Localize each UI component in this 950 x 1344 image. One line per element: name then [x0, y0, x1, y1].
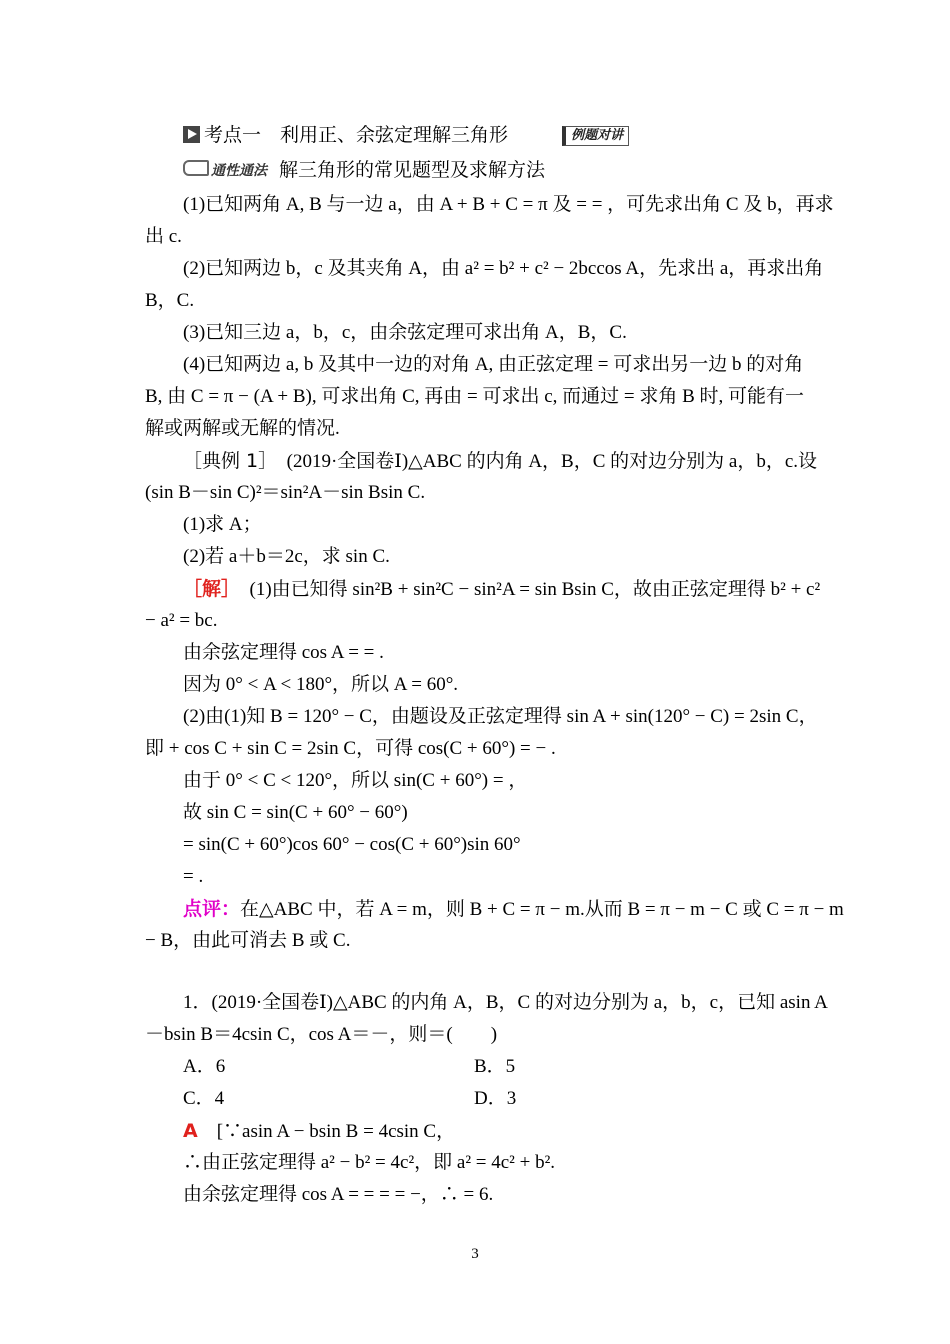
example-tag: 例题对讲 [562, 126, 629, 146]
method-line: 解或两解或无解的情况. [145, 418, 340, 439]
method-line: B, 由 C = π − (A + B), 可求出角 C, 再由 = 可求出 c, 而通过 = 求角 B 时, 可能有一 [145, 386, 805, 407]
method-title: 解三角形的常见题型及求解方法 [279, 159, 546, 181]
answer-line: 由余弦定理得 cos A = = = = −，∴ = 6. [183, 1184, 494, 1205]
solution-text: (1)由已知得 sin²B + sin²C − sin²A = sin Bsin C，故由正弦定理得 b² + c² [249, 579, 821, 600]
comment-line [183, 896, 844, 923]
play-triangle-icon [183, 126, 200, 143]
solution-line: 因为 0° < A < 180°，所以 A = 60°. [183, 674, 459, 695]
method-line: (3)已知三边 a，b，c，由余弦定理可求出角 A，B，C. [183, 322, 627, 343]
solution-line: (2)由(1)知 B = 120° − C，由题设及正弦定理得 sin A + sin(120° − C) = 2sin C， [183, 706, 818, 727]
method-line: 出 c. [145, 226, 182, 247]
pointing-hand-icon [183, 160, 209, 176]
example-text: (2019·全国卷Ⅰ)△ABC 的内角 A，B，C 的对边分别为 a，b，c.设 [286, 451, 818, 472]
method-line: (4)已知两边 a, b 及其中一边的对角 A, 由正弦定理 = 可求出另一边 b 的对角 [183, 354, 804, 375]
example-line: (sin B－sin C)²＝sin²A－sin Bsin C. [145, 482, 426, 503]
method-line: B，C. [145, 290, 195, 311]
example-label: ［典例 1］ [183, 450, 268, 472]
answer-text: [∵asin A − bsin B = 4csin C， [216, 1121, 456, 1142]
answer-label: A [183, 1120, 198, 1142]
option-d: D．3 [474, 1088, 517, 1109]
solution-line: = . [183, 866, 204, 887]
solution-line: − a² = bc. [145, 610, 218, 631]
page-number: 3 [471, 1246, 479, 1262]
solution-line: 由余弦定理得 cos A = = . [183, 642, 384, 663]
section-heading [183, 122, 629, 148]
comment-line: − B，由此可消去 B 或 C. [145, 930, 351, 951]
example-line: (2)若 a＋b＝2c，求 sin C. [183, 546, 390, 567]
answer-line [183, 1118, 455, 1145]
comment-label: 点评： [183, 898, 241, 920]
exercise-line: 1．(2019·全国卷Ⅰ)△ABC 的内角 A，B，C 的对边分别为 a，b，c，已知 asin A [183, 992, 828, 1013]
method-tag: 通性通法 [211, 163, 267, 179]
method-line: (2)已知两边 b，c 及其夹角 A，由 a² = b² + c² − 2bccos A，先求出 a，再求出角 [183, 258, 824, 279]
example-line [183, 448, 817, 475]
method-heading [183, 157, 545, 184]
solution-line: 即 + cos C + sin C = 2sin C，可得 cos(C + 60°) = − . [145, 738, 556, 759]
comment-text: 在△ABC 中，若 A = m，则 B + C = π − m.从而 B = π − m − C 或 C = π − m [240, 899, 844, 920]
solution-label: ［解］ [183, 578, 231, 600]
option-c: C．4 [183, 1088, 225, 1109]
solution-line: = sin(C + 60°)cos 60° − cos(C + 60°)sin 60° [183, 834, 521, 855]
option-b: B．5 [474, 1056, 516, 1077]
section-title: 考点一 利用正、余弦定理解三角形 [204, 124, 509, 146]
solution-line: 故 sin C = sin(C + 60° − 60°) [183, 802, 408, 823]
method-line: (1)已知两角 A, B 与一边 a，由 A + B + C = π 及 = = ，可先求出角 C 及 b，再求 [183, 194, 834, 215]
answer-line: ∴由正弦定理得 a² − b² = 4c²，即 a² = 4c² + b². [183, 1152, 556, 1173]
exercise-line: －bsin B＝4csin C，cos A＝－，则＝( ) [145, 1024, 498, 1045]
example-line: (1)求 A； [183, 514, 262, 535]
option-a: A．6 [183, 1056, 226, 1077]
solution-line [183, 576, 820, 603]
solution-line: 由于 0° < C < 120°，所以 sin(C + 60°) = ， [183, 770, 528, 791]
